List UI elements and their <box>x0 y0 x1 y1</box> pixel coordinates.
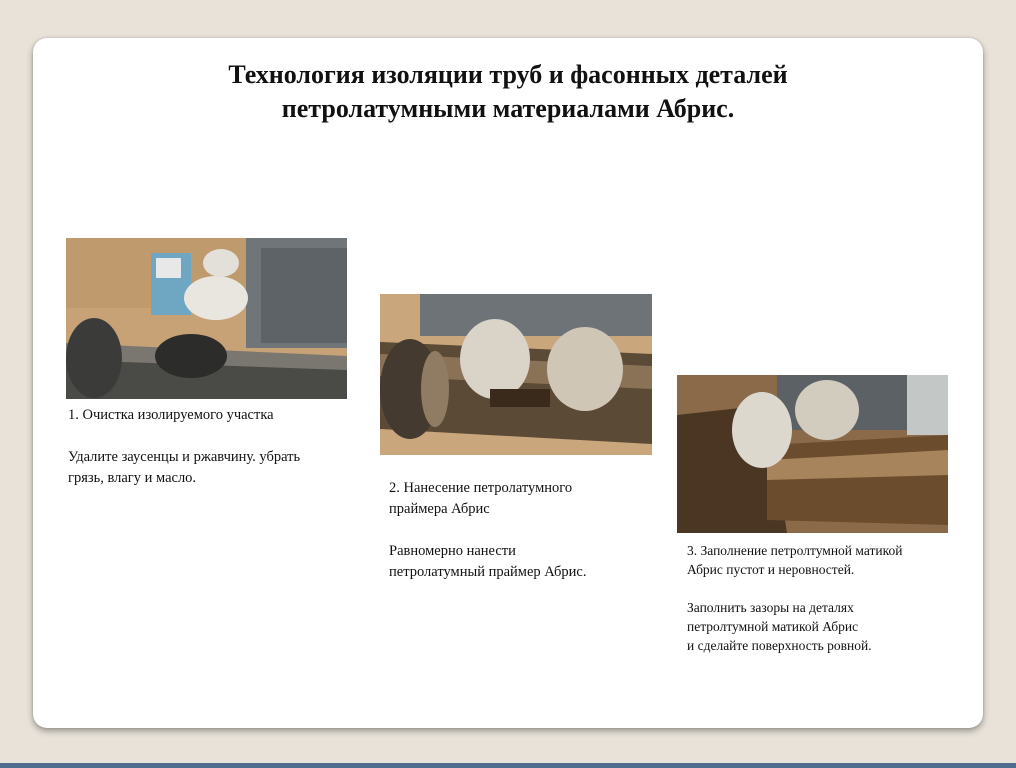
step-3-caption <box>687 541 957 655</box>
step-2-text: Равномерно нанести петролатумный праймер Абрис. <box>389 543 587 580</box>
step-2-caption <box>389 478 649 583</box>
title-line-2: петролатумными материалами Абрис. <box>281 94 735 123</box>
slide-title <box>33 58 983 126</box>
step-1-caption <box>68 405 358 489</box>
pipe-grinding-photo <box>66 238 347 399</box>
step-3-text: Заполнить зазоры на деталях петролтумной матикой Абрис и сделайте поверхность ровной. <box>687 600 872 653</box>
step-3-heading: 3. Заполнение петролтумной матикой Абрис пустот и неровностей. <box>687 543 903 577</box>
step-1-heading: 1. Очистка изолируемого участка <box>68 407 274 423</box>
slide-panel <box>33 38 983 728</box>
primer-application-photo <box>380 294 652 455</box>
title-line-1: Технология изоляции труб и фасонных деталей <box>228 60 788 89</box>
mastic-filling-photo <box>677 375 948 533</box>
step-1-text: Удалите заусенцы и ржавчину. убрать грязь, влагу и масло. <box>68 449 301 486</box>
step-2-heading: 2. Нанесение петролатумного праймера Абрис <box>389 480 573 517</box>
bottom-bar <box>0 763 1016 768</box>
